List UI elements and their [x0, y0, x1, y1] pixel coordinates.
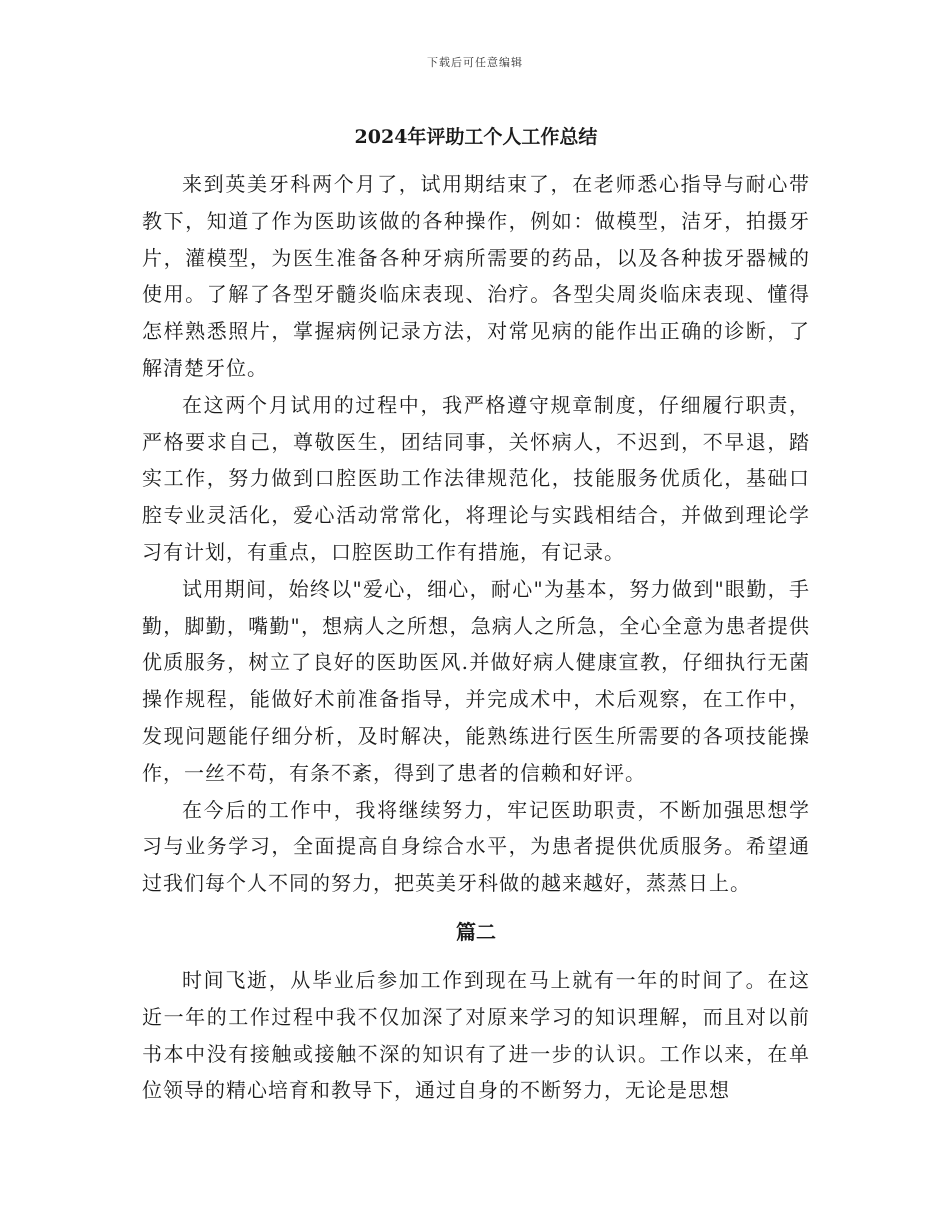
paragraph: 在今后的工作中，我将继续努力，牢记医助职责，不断加强思想学习与业务学习，全面提高自身综合水平，为患者提供优质服务。希望通过我们每个人不同的努力，把英美牙科做的越来越好，蒸蒸日上。 — [142, 797, 810, 896]
paragraph: 试用期间，始终以"爱心，细心，耐心"为基本，努力做到"眼勤，手勤，脚勤，嘴勤"，想病人之所想，急病人之所急，全心全意为患者提供优质服务，树立了良好的医助医风.并做好病人健康宣教，仔细执行无菌操作规程，能做好术前准备指导，并完成术中，术后观察，在工作中，发现问题能仔细分析，及时解决，能熟练进行医生所需要的各项技能操作，一丝不苟，有条不紊，得到了患者的信赖和好评。 — [142, 576, 810, 785]
paragraph: 在这两个月试用的过程中，我严格遵守规章制度，仔细履行职责，严格要求自己，尊敬医生，团结同事，关怀病人，不迟到，不早退，踏实工作，努力做到口腔医助工作法律规范化，技能服务优质化，基础口腔专业灵活化，爱心活动常常化，将理论与实践相结合，并做到理论学习有计划，有重点，口腔医助工作有措施，有记录。 — [142, 392, 810, 564]
section-title: 篇二 — [456, 919, 496, 944]
document-title: 2024年评助工个人工作总结 — [354, 126, 598, 148]
document-body — [142, 118, 810, 1109]
paragraph: 来到英美牙科两个月了，试用期结束了，在老师悉心指导与耐心带教下，知道了作为医助该做的各种操作，例如：做模型，洁牙，拍摄牙片，灌模型，为医生准备各种牙病所需要的药品，以及各种拔牙器械的使用。了解了各型牙髓炎临床表现、治疗。各型尖周炎临床表现、懂得怎样熟悉照片，掌握病例记录方法，对常见病的能作出正确的诊断，了解清楚牙位。 — [142, 172, 810, 380]
paragraph: 时间飞逝，从毕业后参加工作到现在马上就有一年的时间了。在这近一年的工作过程中我不仅加深了对原来学习的知识理解，而且对以前书本中没有接触或接触不深的知识有了进一步的认识。工作以来，在单位领导的精心培育和教导下，通过自身的不断努力，无论是思想 — [142, 967, 810, 1103]
header-note: 下载后可任意编辑 — [427, 56, 523, 69]
